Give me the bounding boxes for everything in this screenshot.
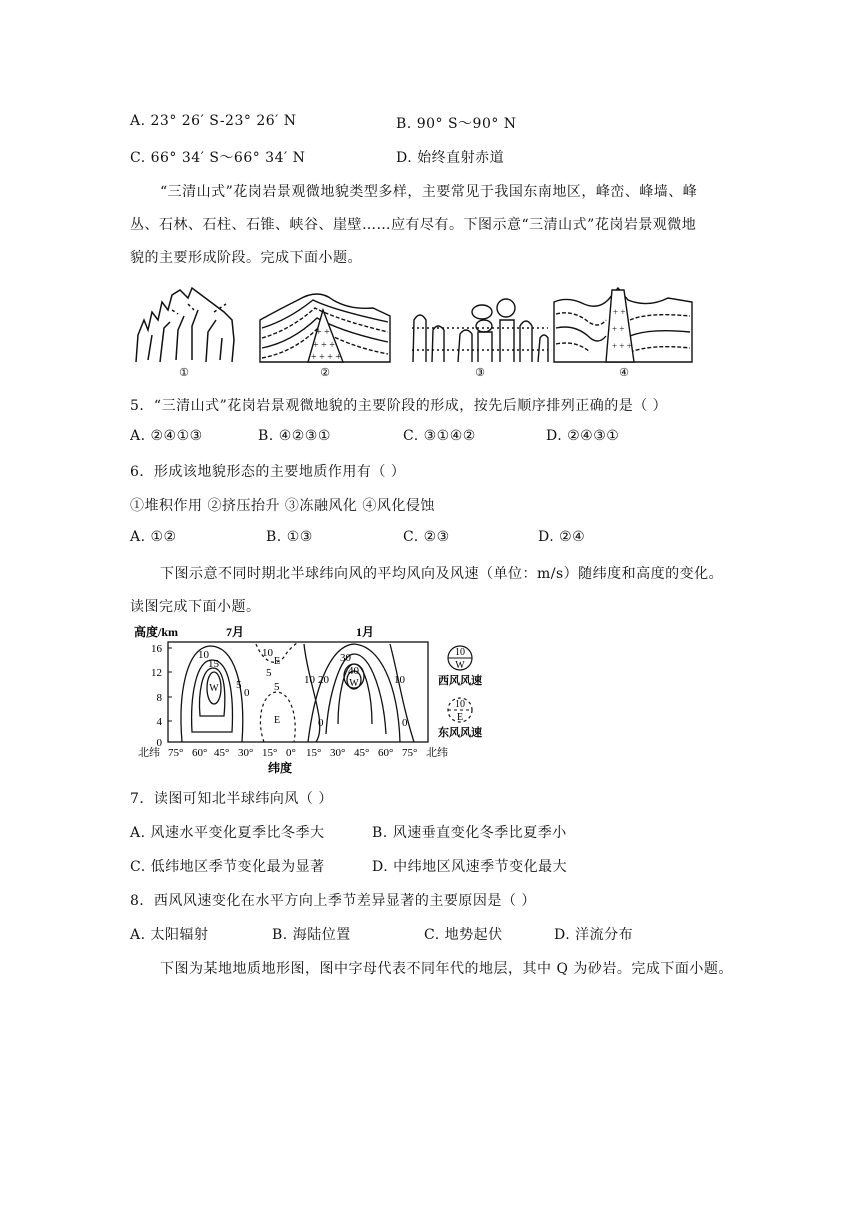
y-tick-0: 0	[156, 737, 162, 749]
q4-option-b: B. 90° S～90° N	[396, 116, 517, 132]
q7-option-b: B. 风速垂直变化冬季比夏季小	[372, 825, 567, 841]
y-tick-16: 16	[151, 643, 162, 655]
q6-option-a: A. ①②	[130, 529, 177, 545]
y-axis-title: 高度/km	[134, 625, 179, 639]
jan-label-30: 30	[340, 652, 351, 664]
x-tick-60b: 60°	[378, 747, 394, 759]
q7-stem: 7．读图可知北半球纬向风（ ）	[130, 791, 333, 807]
q5-option-d: D. ②④③①	[546, 428, 620, 444]
landform-sketch-1	[136, 288, 234, 362]
july-label: 7月	[226, 625, 245, 639]
q7-option-c: C. 低纬地区季节变化最为显著	[130, 859, 325, 875]
q5-option-b: B. ④②③①	[258, 428, 331, 444]
july-e-label-5-b: 5	[274, 681, 280, 693]
x-tick-start: 北纬	[138, 747, 160, 759]
svg-text:+ +: + +	[613, 307, 626, 317]
q6-option-d: D. ②④	[538, 529, 586, 545]
q8-option-b: B. 海陆位置	[272, 927, 351, 943]
jan-label-20: 20	[318, 674, 329, 686]
jan-label-0-left: 0	[318, 717, 324, 729]
x-tick-30: 30°	[238, 747, 254, 759]
x-tick-75: 75°	[168, 747, 184, 759]
svg-text:+ + +: + + +	[313, 340, 335, 351]
y-tick-4: 4	[156, 716, 162, 728]
y-tick-8: 8	[156, 692, 162, 704]
q4-option-a: A. 23° 26′ S-23° 26′ N	[130, 113, 297, 129]
svg-text:+ + +: + + +	[612, 341, 632, 351]
q7-option-d: D. 中纬地区风速季节变化最大	[372, 859, 568, 875]
q8-option-d: D. 洋流分布	[554, 927, 634, 943]
landform-sketch-3	[412, 299, 548, 362]
q5-stem: 5．“三清山式”花岗岩景观微地貌的主要阶段的形成，按先后顺序排列正确的是（ ）	[130, 398, 668, 414]
passage3-line1: 下图为某地地质地形图，图中字母代表不同年代的地层，其中 Q 为砂岩。完成下面小题。	[160, 961, 733, 977]
q8-option-c: C. 地势起伏	[424, 927, 503, 943]
q8-option-a: A. 太阳辐射	[130, 927, 209, 943]
july-w-label-0: 0	[244, 687, 250, 699]
legend-w-text: 西风风速	[438, 675, 482, 687]
legend-w-letter: W	[455, 660, 465, 671]
jan-w-letter: W	[349, 678, 359, 689]
landform-sketch-2	[260, 294, 390, 363]
y-tick-12: 12	[151, 667, 162, 679]
q7-option-a: A. 风速水平变化夏季比冬季大	[130, 825, 325, 841]
passage1-line1: “三清山式”花岗岩景观微地貌类型多样，主要常见于我国东南地区，峰峦、峰墙、峰	[160, 184, 698, 200]
legend-w-value: 10	[455, 647, 465, 658]
passage1-line3: 貌的主要形成阶段。完成下面小题。	[130, 250, 362, 266]
landform-stages-figure	[128, 280, 708, 380]
x-tick-15b: 15°	[306, 747, 322, 759]
x-axis-ticks	[138, 745, 448, 759]
q6-items: ①堆积作用 ②挤压抬升 ③冻融风化 ④风化侵蚀	[130, 498, 435, 514]
svg-text:+ + + +: + + + +	[311, 352, 342, 363]
legend-west-wind	[438, 646, 482, 687]
july-w-label-5: 5	[236, 679, 242, 691]
q4-option-c: C. 66° 34′ S～66° 34′ N	[130, 150, 306, 166]
legend-east-wind	[438, 698, 482, 739]
svg-text:+ +: + +	[612, 324, 625, 334]
figure1-label-2: ②	[320, 367, 330, 379]
july-w-label-15: 15	[208, 658, 219, 670]
july-e-letter-upper: E	[274, 656, 281, 667]
x-tick-45: 45°	[214, 747, 230, 759]
legend-e-text: 东风风速	[438, 727, 482, 739]
figure1-label-1: ①	[179, 367, 189, 379]
july-e-label-10: 10	[262, 647, 273, 659]
jan-label-40: 40	[348, 665, 359, 677]
passage1-line2: 丛、石林、石柱、石锥、峡谷、崖壁……应有尽有。下图示意“三清山式”花岗岩景观微地	[130, 217, 697, 233]
jan-label-10-right: 10	[394, 674, 405, 686]
jan-label-0-right: 0	[402, 717, 408, 729]
jan-label-10: 10	[304, 674, 315, 686]
q5-option-c: C. ③①④②	[403, 428, 476, 444]
zonal-wind-figure	[128, 624, 500, 776]
q8-stem: 8．西风风速变化在水平方向上季节差异显著的主要原因是（ ）	[130, 893, 536, 909]
q6-option-c: C. ②③	[403, 529, 450, 545]
x-tick-30b: 30°	[330, 747, 346, 759]
q6-option-b: B. ①③	[266, 529, 313, 545]
legend-e-letter: E	[456, 712, 464, 723]
figure1-label-3: ③	[475, 367, 485, 379]
x-tick-15: 15°	[262, 747, 278, 759]
x-tick-45b: 45°	[354, 747, 370, 759]
x-axis-title: 纬度	[268, 761, 293, 775]
landform-sketch-4	[554, 288, 692, 362]
july-e-letter-lower: E	[274, 715, 281, 726]
svg-text:+ +: + +	[316, 327, 330, 338]
x-tick-60: 60°	[192, 747, 208, 759]
legend-e-value: 10	[455, 699, 465, 710]
january-label: 1月	[356, 625, 375, 639]
x-tick-0: 0°	[286, 747, 296, 759]
passage2-line1: 下图示意不同时期北半球纬向风的平均风向及风速（单位：m/s）随纬度和高度的变化。	[160, 566, 724, 582]
q5-option-a: A. ②④①③	[130, 428, 203, 444]
passage2-line2: 读图完成下面小题。	[130, 599, 261, 615]
x-tick-end: 北纬	[426, 747, 448, 759]
q4-option-d: D. 始终直射赤道	[396, 150, 505, 166]
july-w-letter: W	[209, 683, 219, 694]
july-e-label-5-a: 5	[266, 667, 272, 679]
x-tick-75b: 75°	[402, 747, 418, 759]
july-w-label-10: 10	[198, 649, 209, 661]
figure1-label-4: ④	[619, 367, 629, 379]
q6-stem: 6．形成该地貌形态的主要地质作用有（ ）	[130, 464, 406, 480]
